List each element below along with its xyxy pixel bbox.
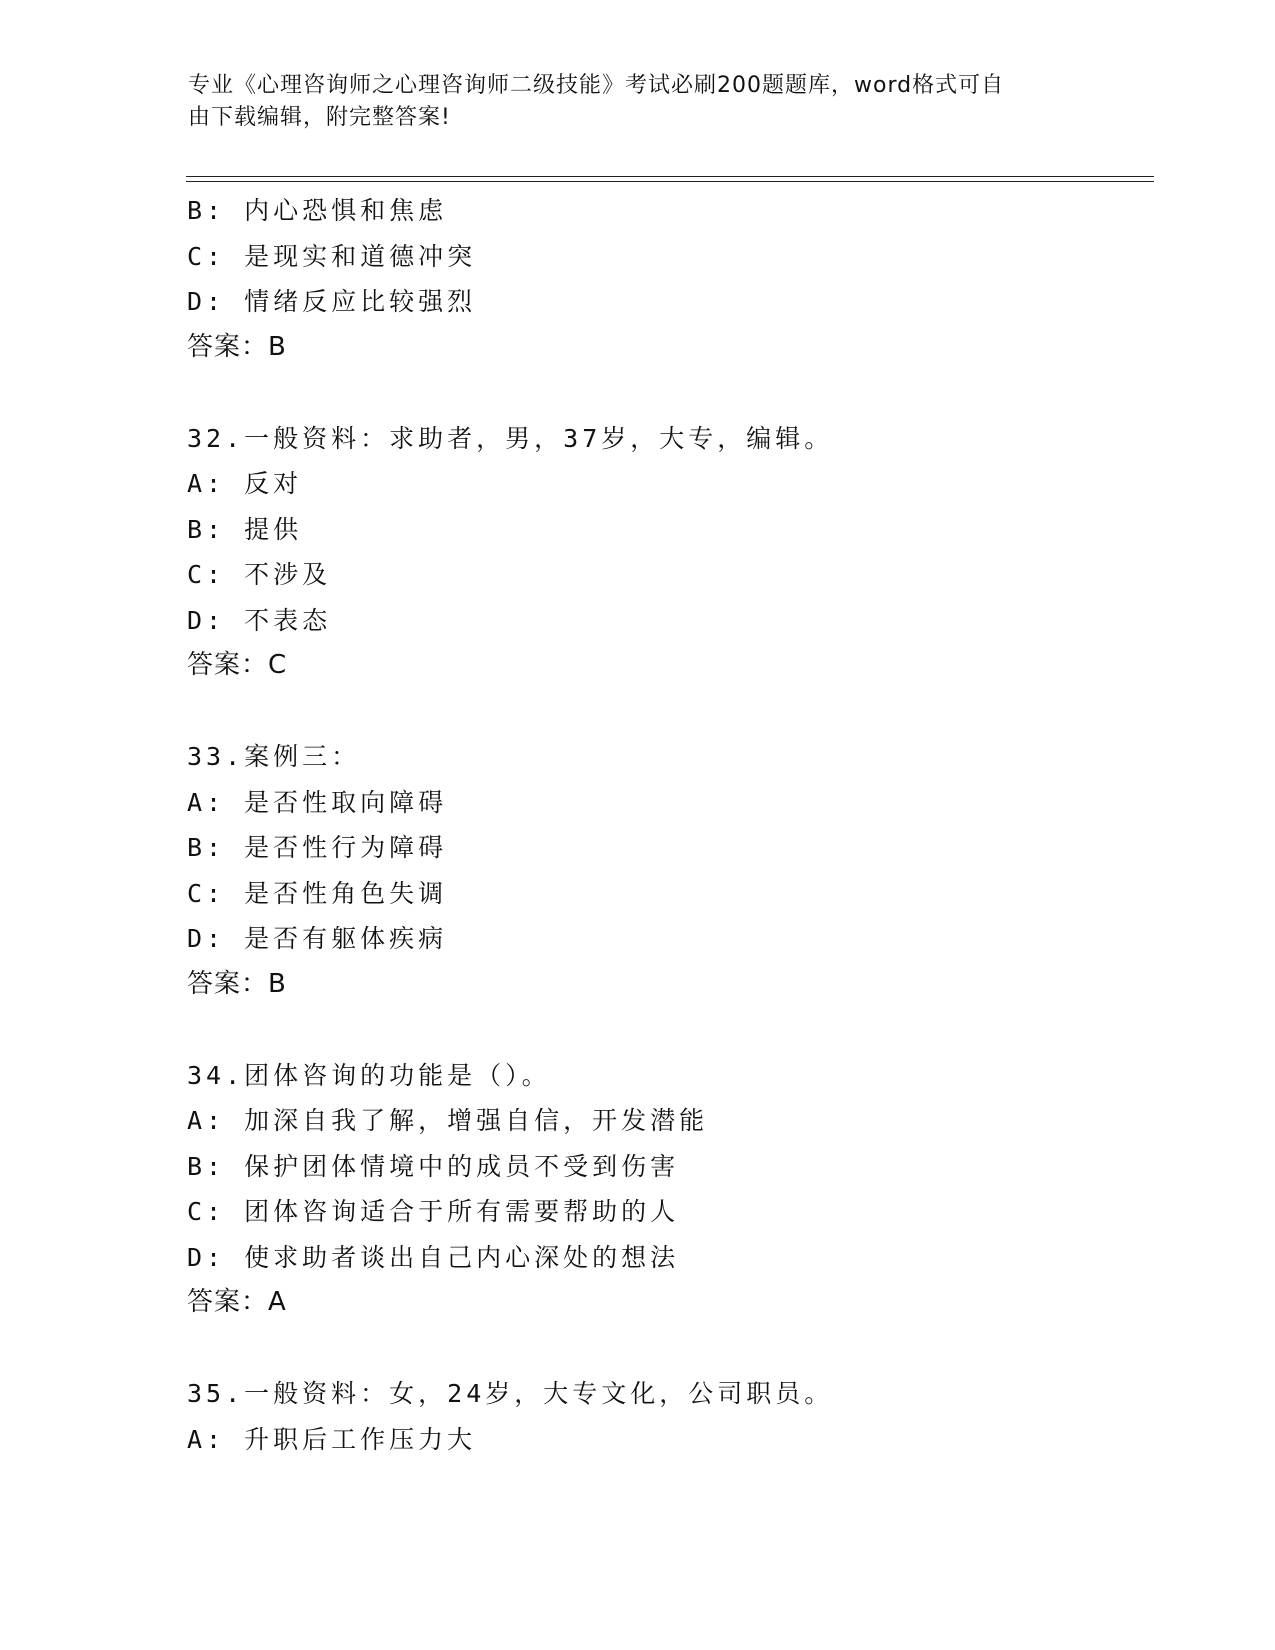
header-divider-secondary bbox=[186, 181, 1154, 182]
question-stem: 34.团体咨询的功能是（）。 bbox=[187, 1060, 551, 1090]
option-c: C: 是现实和道德冲突 bbox=[187, 241, 477, 271]
option-d: D: 情绪反应比较强烈 bbox=[187, 287, 477, 316]
question-list bbox=[187, 188, 1147, 1462]
option-d: D: 使求助者谈出自己内心深处的想法 bbox=[187, 1242, 680, 1272]
question-item bbox=[187, 1053, 1147, 1326]
option-c: C: 团体咨询适合于所有需要帮助的人 bbox=[187, 1197, 680, 1226]
option-b: B: 内心恐惧和焦虑 bbox=[187, 196, 448, 225]
answer-line: 答案：B bbox=[187, 331, 287, 362]
option-b: B: 提供 bbox=[187, 514, 303, 544]
option-c: C: 是否性角色失调 bbox=[187, 878, 448, 908]
answer-line: 答案：A bbox=[187, 1287, 287, 1317]
option-b: B: 保护团体情境中的成员不受到伤害 bbox=[187, 1151, 680, 1181]
question-stem: 35.一般资料：女，24岁，大专文化，公司职员。 bbox=[187, 1379, 834, 1408]
document-header bbox=[188, 70, 1068, 134]
header-line-2: 由下载编辑，附完整答案! bbox=[188, 105, 451, 130]
answer-line: 答案：C bbox=[187, 650, 288, 680]
question-stem: 32.一般资料：求助者，男，37岁，大专，编辑。 bbox=[187, 423, 834, 453]
spacer bbox=[187, 1326, 1147, 1372]
header-line-1: 专业《心理咨询师之心理咨询师二级技能》考试必刷200题题库，word格式可自 bbox=[188, 73, 1005, 98]
question-item bbox=[187, 1371, 1147, 1462]
option-a: A: 加深自我了解，增强自信，开发潜能 bbox=[187, 1106, 709, 1135]
option-d: D: 是否有躯体疾病 bbox=[187, 924, 448, 953]
question-stem: 33.案例三： bbox=[187, 742, 361, 771]
option-d: D: 不表态 bbox=[187, 605, 332, 635]
option-a: A: 是否性取向障碍 bbox=[187, 787, 448, 817]
option-c: C: 不涉及 bbox=[187, 560, 332, 589]
option-a: A: 反对 bbox=[187, 469, 303, 498]
question-item bbox=[187, 734, 1147, 1007]
option-a: A: 升职后工作压力大 bbox=[187, 1424, 477, 1454]
spacer bbox=[187, 1007, 1147, 1053]
question-item bbox=[187, 188, 1147, 370]
spacer bbox=[187, 689, 1147, 735]
spacer bbox=[187, 370, 1147, 416]
option-b: B: 是否性行为障碍 bbox=[187, 833, 448, 862]
question-item bbox=[187, 416, 1147, 689]
answer-line: 答案：B bbox=[187, 968, 287, 999]
header-divider bbox=[186, 176, 1154, 177]
